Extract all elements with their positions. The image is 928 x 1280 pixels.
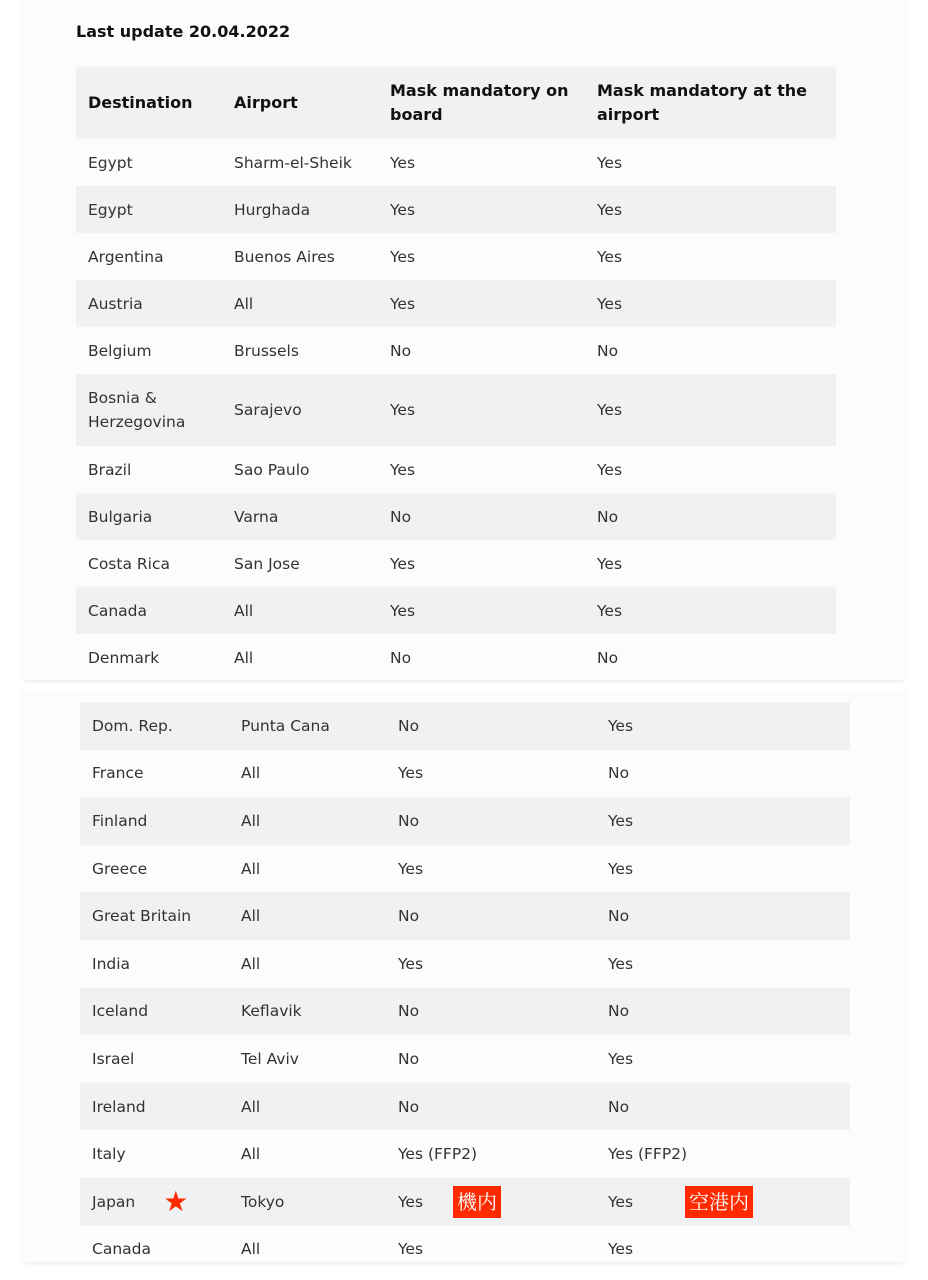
table-row [76, 493, 836, 540]
cell-mask-on-board [398, 717, 608, 735]
airport-text: Buenos Aires [234, 247, 335, 266]
cell-mask-at-airport [608, 1240, 838, 1258]
table-row [76, 233, 836, 280]
table-row [76, 587, 836, 634]
cell-mask-at-airport [608, 1050, 838, 1068]
cell-destination [80, 1050, 241, 1068]
cell-airport [241, 1193, 398, 1211]
cell-mask-on-board [390, 555, 597, 573]
table-row [80, 797, 850, 845]
mask-at-airport-text: Yes [608, 1240, 634, 1259]
cell-destination [80, 1002, 241, 1020]
header-airport: Airport [234, 93, 298, 112]
cell-airport [241, 1050, 398, 1068]
table-header-row [76, 67, 836, 139]
cell-airport [234, 342, 390, 360]
cell-destination [76, 248, 234, 266]
header-mask-on-board: Mask mandatory on board [390, 81, 569, 124]
cell-mask-on-board [398, 812, 608, 830]
cell-destination [76, 508, 234, 526]
mask-on-board-text: No [390, 507, 412, 526]
table-row [76, 374, 836, 446]
destination-text: Finland [92, 811, 148, 830]
cell-mask-at-airport [608, 1098, 838, 1116]
airport-text: All [234, 601, 254, 620]
table-row [76, 446, 836, 493]
cell-airport [241, 955, 398, 973]
cell-airport [234, 201, 390, 219]
mask-at-airport-text: No [597, 507, 619, 526]
mask-at-airport-text: Yes [608, 1192, 634, 1211]
destination-text: Denmark [88, 648, 160, 667]
cell-mask-on-board [398, 1145, 608, 1163]
cell-mask-on-board [398, 764, 608, 782]
cell-mask-at-airport [597, 342, 827, 360]
last-update-heading: Last update 20.04.2022 [76, 22, 291, 41]
cell-airport [234, 295, 390, 313]
mask-on-board-text: No [398, 811, 420, 830]
cell-destination [76, 461, 234, 479]
mask-on-board-text: No [398, 1049, 420, 1068]
airport-text: All [234, 648, 254, 667]
cell-mask-on-board [398, 1098, 608, 1116]
mask-on-board-text: Yes [390, 200, 416, 219]
airport-text: Varna [234, 507, 279, 526]
cell-mask-at-airport [597, 649, 827, 667]
table-row [80, 1178, 850, 1226]
cell-mask-on-board [390, 461, 597, 479]
mask-on-board-text: No [390, 341, 412, 360]
mask-at-airport-text: Yes [597, 601, 623, 620]
cell-mask-on-board [390, 248, 597, 266]
cell-mask-at-airport [608, 812, 838, 830]
mask-on-board-text: No [398, 1097, 420, 1116]
airport-text: Brussels [234, 341, 299, 360]
mask-on-board-text: Yes [390, 153, 416, 172]
airport-text: All [241, 1240, 261, 1259]
table-row [80, 1130, 850, 1178]
airport-text: All [241, 1097, 261, 1116]
cell-destination [80, 1185, 241, 1218]
mask-on-board-text: Yes [390, 401, 416, 419]
destination-text: France [92, 764, 144, 783]
table-row [76, 139, 836, 186]
cell-destination [80, 812, 241, 830]
cell-airport [234, 248, 390, 266]
cell-destination [76, 386, 234, 434]
cell-destination [80, 717, 241, 735]
cell-mask-at-airport [608, 860, 838, 878]
mask-on-board-text: No [390, 648, 412, 667]
destination-text: Ireland [92, 1097, 146, 1116]
cell-mask-on-board [390, 342, 597, 360]
mask-at-airport-text: Yes [608, 859, 634, 878]
cell-destination [80, 764, 241, 782]
mask-at-airport-text: No [608, 907, 630, 926]
destination-text: Dom. Rep. [92, 716, 173, 735]
cell-mask-at-airport [608, 764, 838, 782]
cell-mask-on-board [390, 295, 597, 313]
airport-text: Sarajevo [234, 401, 302, 419]
airport-text: Punta Cana [241, 716, 330, 735]
onboard-tag: 機内 [453, 1186, 501, 1218]
cell-destination [76, 649, 234, 667]
airport-text: All [241, 1145, 261, 1164]
cell-mask-at-airport [608, 1002, 838, 1020]
cell-mask-at-airport [608, 1145, 838, 1163]
airport-tag: 空港内 [685, 1186, 753, 1218]
destination-text: Iceland [92, 1002, 149, 1021]
mask-at-airport-text: Yes [597, 153, 623, 172]
cell-destination [76, 342, 234, 360]
mask-on-board-text: Yes [398, 1240, 424, 1259]
star-icon: ★ [163, 1185, 189, 1219]
airport-text: San Jose [234, 554, 300, 573]
mask-on-board-text: No [398, 1002, 420, 1021]
cell-destination [76, 154, 234, 172]
cell-mask-on-board [390, 602, 597, 620]
cell-mask-at-airport [597, 295, 827, 313]
cell-airport [234, 602, 390, 620]
table-row [80, 1035, 850, 1083]
cell-airport [234, 508, 390, 526]
airport-text: Tel Aviv [241, 1049, 299, 1068]
mask-at-airport-text: Yes [597, 200, 623, 219]
mask-at-airport-text: No [608, 1002, 630, 1021]
cell-mask-at-airport [608, 1186, 838, 1218]
cell-airport [241, 907, 398, 925]
destination-text: Greece [92, 859, 148, 878]
cell-mask-on-board [398, 1002, 608, 1020]
mask-at-airport-text: No [608, 764, 630, 783]
mask-on-board-text: Yes [398, 1192, 424, 1211]
airport-text: Tokyo [241, 1192, 285, 1211]
destination-text: India [92, 954, 131, 973]
cell-destination [80, 1145, 241, 1163]
cell-destination [80, 1240, 241, 1258]
cell-mask-on-board [390, 649, 597, 667]
cell-mask-at-airport [597, 602, 827, 620]
cell-destination [80, 955, 241, 973]
mask-at-airport-text: Yes (FFP2) [608, 1145, 688, 1164]
destination-text: Canada [88, 601, 147, 620]
mask-table-part-2 [80, 702, 850, 1273]
table-row [80, 845, 850, 893]
cell-airport [241, 1145, 398, 1163]
cell-destination [80, 1098, 241, 1116]
cell-mask-at-airport [597, 461, 827, 479]
table-row [80, 1226, 850, 1274]
airport-text: All [241, 954, 261, 973]
header-destination: Destination [88, 93, 193, 112]
cell-mask-at-airport [597, 555, 827, 573]
cell-airport [241, 1098, 398, 1116]
destination-text: Argentina [88, 247, 164, 266]
mask-table-part-1 [76, 67, 836, 681]
cell-mask-on-board [390, 398, 597, 422]
mask-on-board-text: Yes [390, 601, 416, 620]
cell-mask-at-airport [597, 154, 827, 172]
airport-text: All [241, 907, 261, 926]
mask-at-airport-text: Yes [597, 401, 623, 419]
cell-airport [241, 812, 398, 830]
table-row [80, 940, 850, 988]
destination-text: Israel [92, 1049, 135, 1068]
airport-text: Sao Paulo [234, 460, 310, 479]
cell-mask-on-board [398, 860, 608, 878]
mask-on-board-text: Yes [390, 247, 416, 266]
cell-airport [241, 860, 398, 878]
cell-mask-at-airport [597, 248, 827, 266]
cell-airport [241, 1002, 398, 1020]
destination-text: Costa Rica [88, 554, 170, 573]
mask-at-airport-text: Yes [597, 554, 623, 573]
cell-mask-on-board [398, 1050, 608, 1068]
mask-at-airport-text: Yes [608, 811, 634, 830]
cell-airport [241, 1240, 398, 1258]
table-row [76, 280, 836, 327]
cell-mask-at-airport [597, 508, 827, 526]
cell-mask-on-board [398, 907, 608, 925]
table-row [76, 540, 836, 587]
mask-on-board-text: Yes [390, 294, 416, 313]
cell-mask-on-board [390, 201, 597, 219]
table-row [76, 186, 836, 233]
mask-at-airport-text: Yes [608, 1049, 634, 1068]
mask-on-board-text: No [398, 907, 420, 926]
table-row [80, 988, 850, 1036]
cell-destination [76, 201, 234, 219]
cell-mask-at-airport [608, 717, 838, 735]
cell-airport [234, 461, 390, 479]
cell-mask-on-board [398, 1186, 608, 1218]
table-row [80, 750, 850, 798]
mask-at-airport-text: Yes [597, 460, 623, 479]
cell-airport [241, 717, 398, 735]
cell-mask-at-airport [597, 201, 827, 219]
cell-mask-on-board [390, 154, 597, 172]
mask-on-board-text: Yes (FFP2) [398, 1145, 478, 1164]
cell-airport [234, 649, 390, 667]
airport-text: All [241, 811, 261, 830]
destination-text: Italy [92, 1145, 126, 1164]
destination-text: Brazil [88, 460, 132, 479]
table-row [76, 327, 836, 374]
destination-text: Egypt [88, 153, 133, 172]
destination-text: Japan [92, 1192, 136, 1211]
cell-destination [76, 295, 234, 313]
mask-on-board-text: Yes [390, 460, 416, 479]
mask-on-board-text: Yes [398, 764, 424, 783]
table-row [80, 702, 850, 750]
cell-mask-at-airport [597, 398, 827, 422]
cell-mask-at-airport [608, 955, 838, 973]
mask-on-board-text: Yes [398, 859, 424, 878]
mask-at-airport-text: Yes [608, 716, 634, 735]
airport-text: Hurghada [234, 200, 311, 219]
airport-text: All [241, 859, 261, 878]
destination-text: Austria [88, 294, 143, 313]
mask-at-airport-text: Yes [597, 247, 623, 266]
airport-text: All [241, 764, 261, 783]
cell-airport [234, 154, 390, 172]
cell-destination [76, 602, 234, 620]
table-panel-bottom [20, 690, 908, 1262]
cell-mask-on-board [398, 955, 608, 973]
cell-mask-on-board [398, 1240, 608, 1258]
destination-text: Belgium [88, 341, 152, 360]
cell-airport [234, 398, 390, 422]
destination-text: Bulgaria [88, 507, 153, 526]
mask-at-airport-text: No [597, 341, 619, 360]
mask-at-airport-text: Yes [608, 954, 634, 973]
cell-destination [76, 555, 234, 573]
airport-text: Keflavik [241, 1002, 302, 1021]
cell-airport [241, 764, 398, 782]
destination-text: Bosnia & Herzegovina [88, 389, 186, 431]
cell-destination [80, 860, 241, 878]
cell-mask-at-airport [608, 907, 838, 925]
airport-text: Sharm-el-Sheik [234, 153, 352, 172]
cell-airport [234, 555, 390, 573]
mask-on-board-text: Yes [398, 954, 424, 973]
mask-on-board-text: Yes [390, 554, 416, 573]
header-mask-at-airport: Mask mandatory at the airport [597, 81, 807, 124]
destination-text: Great Britain [92, 907, 192, 926]
mask-at-airport-text: No [597, 648, 619, 667]
table-row [80, 892, 850, 940]
mask-at-airport-text: Yes [597, 294, 623, 313]
airport-text: All [234, 294, 254, 313]
destination-text: Egypt [88, 200, 133, 219]
cell-destination [80, 907, 241, 925]
mask-on-board-text: No [398, 716, 420, 735]
destination-text: Canada [92, 1240, 151, 1259]
table-row [76, 634, 836, 681]
cell-mask-on-board [390, 508, 597, 526]
table-panel-top [20, 0, 908, 680]
mask-at-airport-text: No [608, 1097, 630, 1116]
table-row [80, 1083, 850, 1131]
